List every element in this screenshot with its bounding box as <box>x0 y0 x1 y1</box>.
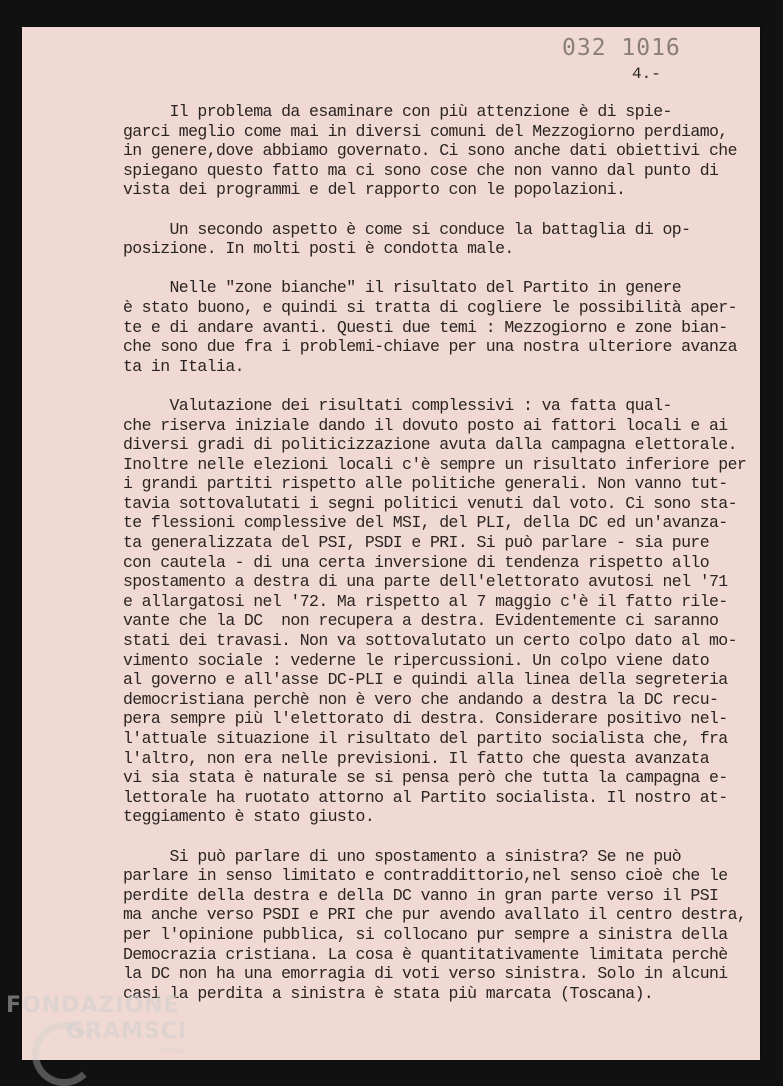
text-line: vante che la DC non recupera a destra. Evidentemente ci saranno <box>123 611 719 631</box>
text-line: Democrazia cristiana. La cosa è quantitativamente limitata perchè <box>123 944 728 964</box>
text-line: spostamento a destra di una parte dell'elettorato avutosi nel '71 <box>123 572 728 592</box>
text-line: te flessioni complessive del MSI, del PLI, della DC ed un'avanza- <box>123 513 728 533</box>
text-line: diversi gradi di politicizzazione avuta dalla campagna elettorale. <box>123 435 737 455</box>
text-line: con cautela - di una certa inversione di tendenza rispetto allo <box>123 552 710 572</box>
paragraph <box>123 278 763 376</box>
watermark-line-fondazione: FONDAZIONE <box>6 993 180 1018</box>
text-line: stati dei travasi. Non va sottovalutato un certo colpo dato al mo- <box>123 631 737 651</box>
watermark-line-gramsci: GRAMSCI <box>66 1019 188 1044</box>
text-line: la DC non ha una emorragia di voti verso sinistra. Solo in alcuni <box>123 964 728 984</box>
text-line: in genere,dove abbiamo governato. Ci sono anche dati obiettivi che <box>123 141 737 161</box>
text-line: perdite della destra e della DC vanno in gran parte verso il PSI <box>123 885 719 905</box>
text-line: al governo e all'asse DC-PLI e quindi alla linea della segreteria <box>123 670 728 690</box>
text-line: l'altro, non era nelle previsioni. Il fatto che questa avanzata <box>123 748 710 768</box>
text-line: posizione. In molti posti è condotta male. <box>123 239 514 259</box>
text-line: è stato buono, e quindi si tratta di cogliere le possibilità aper- <box>123 297 737 317</box>
text-line: vista dei programmi e del rapporto con le popolazioni. <box>123 180 626 200</box>
watermark-logo <box>6 995 187 1056</box>
text-line: ma anche verso PSDI e PRI che pur avendo avallato il centro destra, <box>123 905 747 925</box>
text-line: vimento sociale : vederne le ripercussioni. Un colpo viene dato <box>123 650 710 670</box>
text-line: lettorale ha ruotato attorno al Partito socialista. Il nostro at- <box>123 787 728 807</box>
text-line: ta generalizzata del PSI, PSDI e PRI. Si può parlare - sia pure <box>123 533 710 553</box>
text-line: per l'opinione pubblica, si collocano pur sempre a sinistra della <box>123 924 728 944</box>
text-line: vi sia stata è naturale se si pensa però che tutta la campagna e- <box>123 768 728 788</box>
page-number: 4.- <box>632 65 661 83</box>
text-line: democristiana perchè non è vero che andando a destra la DC recu- <box>123 689 719 709</box>
paragraph <box>123 102 763 200</box>
text-line: casi la perdita a sinistra è stata più marcata (Toscana). <box>123 983 654 1003</box>
archive-stamp-number: 032 1016 <box>562 35 681 61</box>
text-line: che sono due fra i problemi-chiave per una nostra ulteriore avanza <box>123 337 737 357</box>
text-line: e allargatosi nel '72. Ma rispetto al 7 maggio c'è il fatto rile- <box>123 591 728 611</box>
text-line: i grandi partiti rispetto alle politiche generali. Non vanno tut- <box>123 474 728 494</box>
text-line: Valutazione dei risultati complessivi : va fatta qual- <box>123 395 672 415</box>
text-line: Il problema da esaminare con più attenzione è di spie- <box>123 102 672 121</box>
typewritten-body <box>123 102 763 1023</box>
text-line: che riserva iniziale dando il dovuto posto ai fattori locali e ai <box>123 415 728 435</box>
text-line: Un secondo aspetto è come si conduce la battaglia di op- <box>123 219 691 239</box>
text-line: Inoltre nelle elezioni locali c'è sempre un risultato inferiore per <box>123 454 747 474</box>
paragraph <box>123 396 763 827</box>
text-line: garci meglio come mai in diversi comuni del Mezzogiorno perdiamo, <box>123 121 728 141</box>
watermark-line-onlus: onlus <box>161 1046 186 1056</box>
text-line: parlare in senso limitato e contraddittorio,nel senso cioè che le <box>123 866 728 886</box>
text-line: te e di andare avanti. Questi due temi : Mezzogiorno e zone bian- <box>123 317 728 337</box>
text-line: Si può parlare di uno spostamento a sinistra? Se ne può <box>123 846 682 866</box>
paragraph <box>123 847 763 1004</box>
text-line: teggiamento è stato giusto. <box>123 807 375 827</box>
text-line: tavia sottovalutati i segni politici venuti dal voto. Ci sono sta- <box>123 493 737 513</box>
text-line: pera sempre più l'elettorato di destra. Considerare positivo nel- <box>123 709 728 729</box>
document-page <box>22 27 760 1060</box>
text-line: ta in Italia. <box>123 356 244 376</box>
text-line: spiegano questo fatto ma ci sono cose che non vanno dal punto di <box>123 160 719 180</box>
text-line: Nelle "zone bianche" il risultato del Partito in genere <box>123 278 682 298</box>
text-line: l'attuale situazione il risultato del partito socialista che, fra <box>123 729 728 748</box>
paragraph <box>123 220 763 259</box>
